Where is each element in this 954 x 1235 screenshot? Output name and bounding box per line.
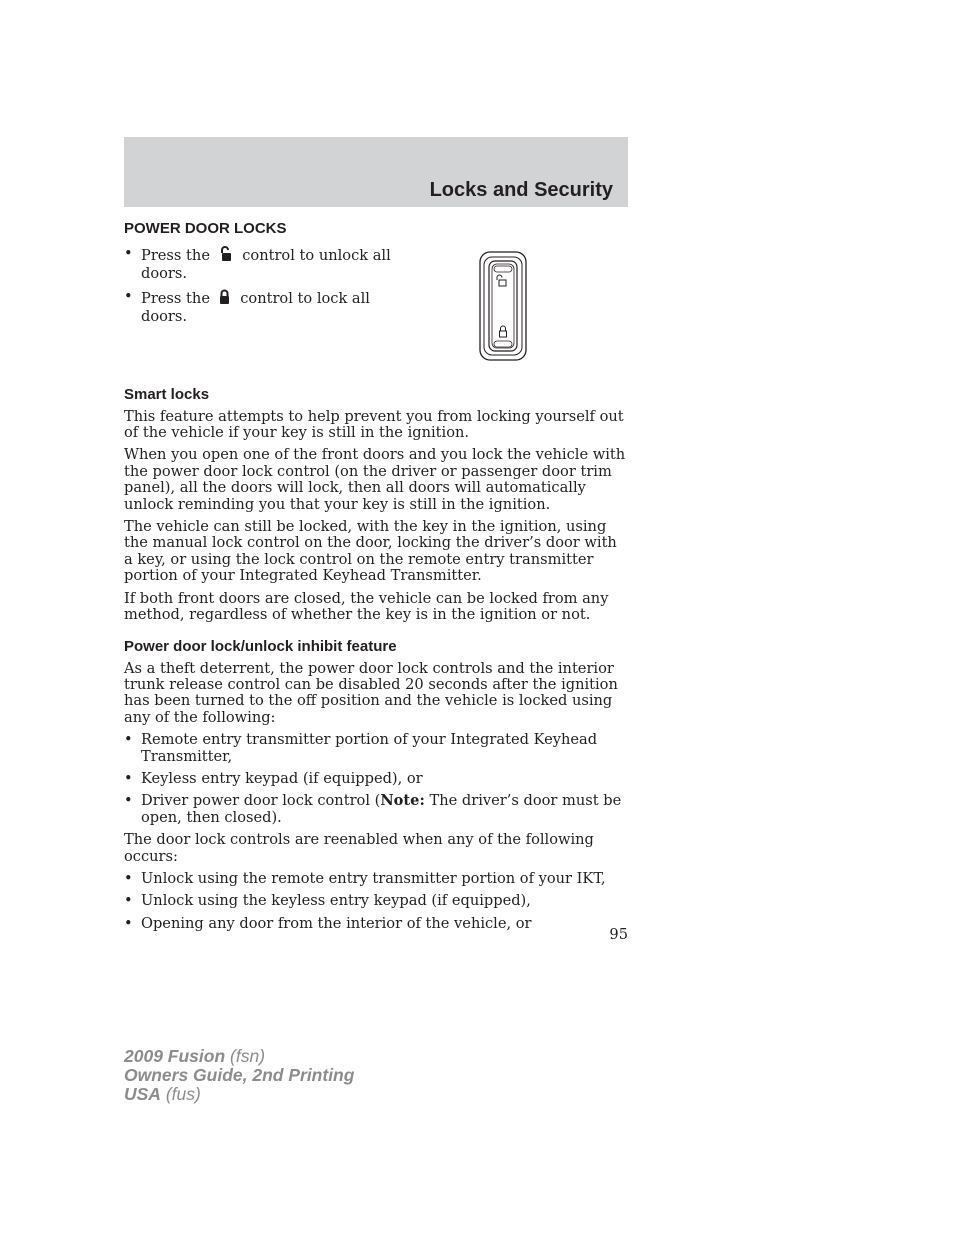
- door-lock-switch-icon: [476, 249, 530, 363]
- lock-icon: [219, 289, 230, 309]
- section-title: Locks and Security: [429, 179, 613, 201]
- inhibit-intro: As a theft deterrent, the power door lock controls and the interior trunk release control can be disabled 20 seconds after the ignition has been turned to the off position and the vehicle is locked using any of the following:: [124, 659, 618, 726]
- list-item: • Unlock using the remote entry transmitter portion of your IKT,: [124, 871, 628, 887]
- list-item: • Driver power door lock control (Note: The driver’s door must be open, then closed).: [124, 793, 628, 826]
- list-item: • Remote entry transmitter portion of your Integrated Keyhead Transmitter,: [124, 732, 628, 765]
- page-number: 95: [609, 926, 628, 943]
- power-door-locks-heading: POWER DOOR LOCKS: [124, 220, 287, 237]
- reenable-intro: The door lock controls are reenabled when any of the following occurs:: [124, 831, 594, 865]
- page-content: [124, 220, 628, 938]
- smart-locks-heading: Smart locks: [124, 385, 210, 403]
- footer: 2009 Fusion (fsn) Owners Guide, 2nd Printing USA (fus): [124, 1046, 355, 1104]
- smart-locks-paragraph: The vehicle can still be locked, with the key in the ignition, using the manual lock control on the door, locking the driver’s door with a key, or using the lock control on the remote entry transmitter portion of your Integrated Keyhead Transmitter.: [124, 518, 617, 585]
- inhibit-list: [124, 732, 628, 826]
- list-item: • Press the control to lock all doors.: [124, 289, 394, 326]
- smart-locks-paragraph: This feature attempts to help prevent you from locking yourself out of the vehicle if your key is still in the ignition.: [124, 407, 624, 442]
- list-item: • Press the control to unlock all doors.: [124, 246, 394, 283]
- inhibit-feature-heading: Power door lock/unlock inhibit feature: [124, 637, 397, 655]
- list-item: • Opening any door from the interior of the vehicle, or: [124, 916, 628, 932]
- smart-locks-paragraph: When you open one of the front doors and you lock the vehicle with the power door lock control (on the driver or passenger door trim panel), all the doors will lock, then all doors will automatically unlock reminding you that your key is still in the ignition.: [124, 446, 626, 513]
- reenable-list: [124, 871, 628, 932]
- smart-locks-paragraph: If both front doors are closed, the vehicle can be locked from any method, regardless of whether the key is in the ignition or not.: [124, 589, 609, 624]
- note-label: Note:: [380, 792, 425, 810]
- section-header-band: [124, 137, 628, 207]
- list-item: • Keyless entry keypad (if equipped), or: [124, 771, 628, 787]
- unlock-icon: [219, 246, 232, 266]
- power-door-locks-list: [124, 246, 394, 326]
- list-item: • Unlock using the keyless entry keypad (if equipped),: [124, 893, 628, 909]
